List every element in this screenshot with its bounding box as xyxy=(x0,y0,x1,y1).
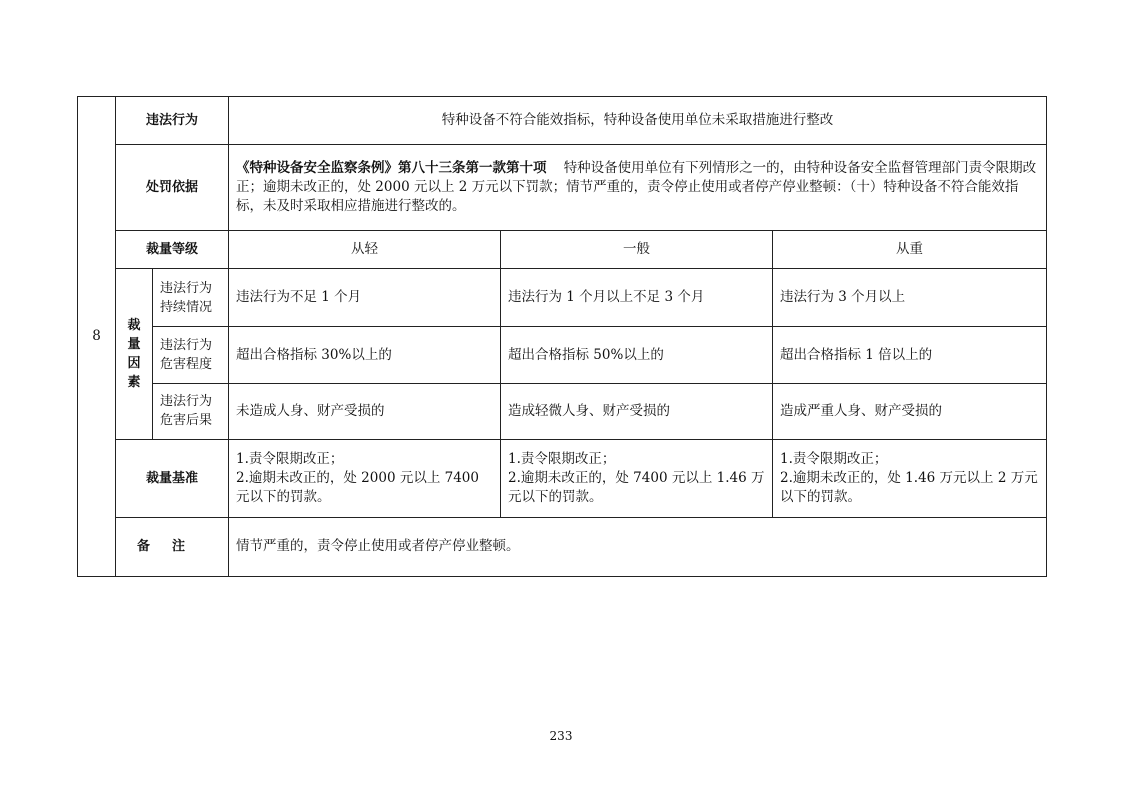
factor-cell: 超出合格指标 1 倍以上的 xyxy=(773,327,1047,383)
basis-cell xyxy=(229,145,1047,231)
factor-cell: 违法行为 1 个月以上不足 3 个月 xyxy=(501,269,773,327)
remark-label-cell xyxy=(116,517,229,576)
standard-cell-heavy: 1.责令限期改正； 2.逾期未改正的，处 1.46 万元以上 2 万元以下的罚款。 xyxy=(773,439,1047,517)
factor-name: 违法行为危害程度 xyxy=(153,327,229,383)
grade-level-normal: 一般 xyxy=(501,231,773,269)
grade-level-heavy: 从重 xyxy=(773,231,1047,269)
factor-cell: 违法行为不足 1 个月 xyxy=(229,269,501,327)
factor-cell: 造成轻微人身、财产受损的 xyxy=(501,383,773,439)
grade-level-light: 从轻 xyxy=(229,231,501,269)
page-number: 233 xyxy=(549,729,573,743)
factor-cell: 超出合格指标 30%以上的 xyxy=(229,327,501,383)
factor-name: 违法行为危害后果 xyxy=(153,383,229,439)
item-number: 8 xyxy=(78,97,116,577)
factor-cell: 违法行为 3 个月以上 xyxy=(773,269,1047,327)
basis-title: 《特种设备安全监察条例》第八十三条第一款第十项 xyxy=(236,160,547,177)
violation-text: 特种设备不符合能效指标，特种设备使用单位未采取措施进行整改 xyxy=(229,97,1047,145)
factor-name: 违法行为持续情况 xyxy=(153,269,229,327)
remark-label: 备注 xyxy=(137,539,208,555)
standard-label: 裁量基准 xyxy=(116,439,229,517)
standard-cell-light: 1.责令限期改正； 2.逾期未改正的，处 2000 元以上 7400 元以下的罚款。 xyxy=(229,439,501,517)
basis-text: 特种设备使用单位有下列情形之一的，由特种设备安全监督管理部门责令限期改正；逾期未改正的，处 2000 元以上 2 万元以下罚款；情节严重的，责令停止使用或者停产停业整顿：（十）特种设备不符合能效指标，未及时采取相应措施进行整改的。 xyxy=(236,160,1037,215)
standard-cell-normal: 1.责令限期改正； 2.逾期未改正的，处 7400 元以上 1.46 万元以下的罚款。 xyxy=(501,439,773,517)
factor-cell: 未造成人身、财产受损的 xyxy=(229,383,501,439)
basis-label: 处罚依据 xyxy=(116,145,229,231)
factor-cell: 超出合格指标 50%以上的 xyxy=(501,327,773,383)
remark-text: 情节严重的，责令停止使用或者停产停业整顿。 xyxy=(229,517,1047,576)
discretion-table xyxy=(77,96,1047,577)
factors-label: 裁 量 因 素 xyxy=(116,269,153,439)
factor-cell: 造成严重人身、财产受损的 xyxy=(773,383,1047,439)
grade-label: 裁量等级 xyxy=(116,231,229,269)
violation-label: 违法行为 xyxy=(116,97,229,145)
